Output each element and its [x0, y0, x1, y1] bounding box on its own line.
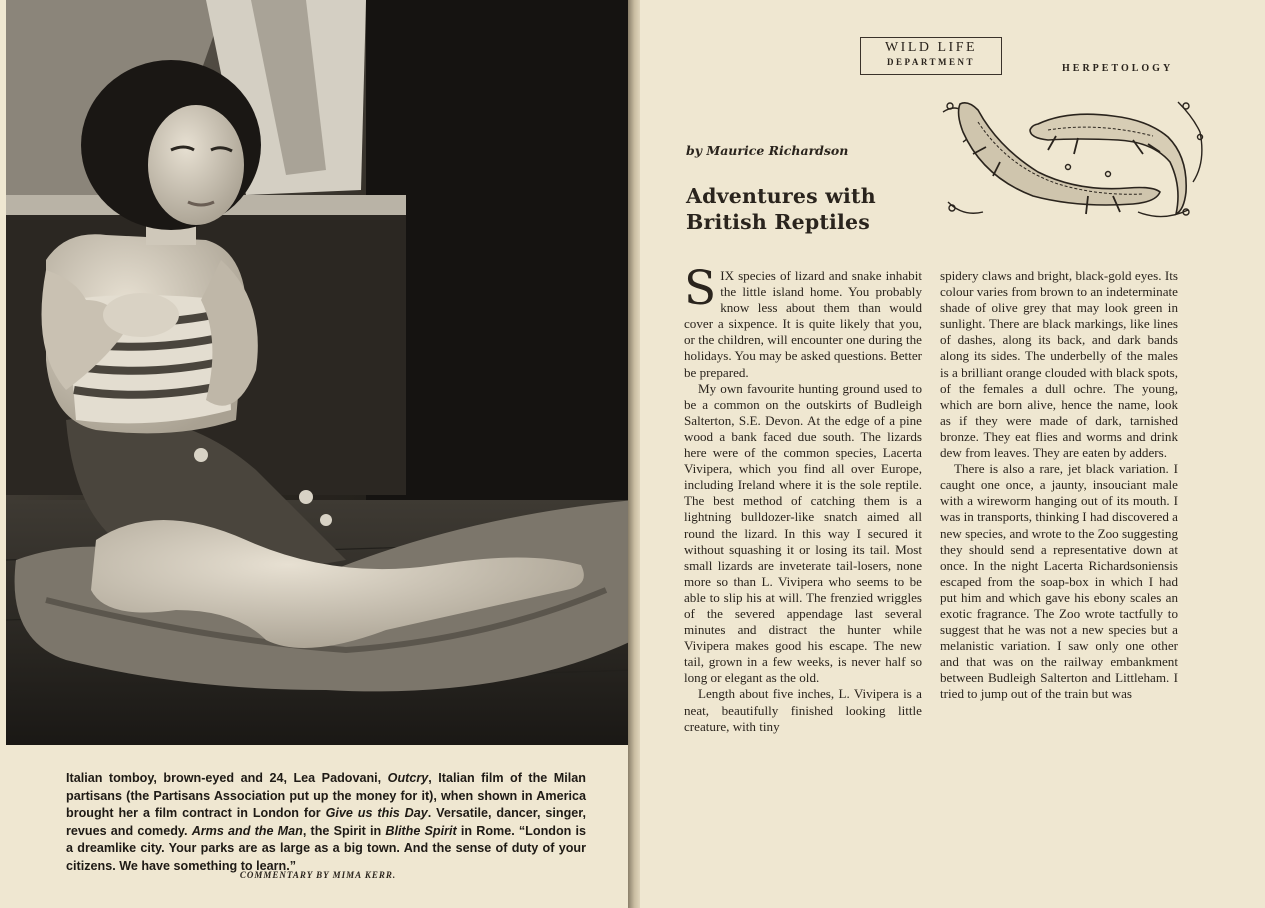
caption-film-title: Outcry: [387, 771, 429, 785]
article-column-2: [940, 268, 1178, 703]
caption-play-title: Blithe Spirit: [385, 823, 457, 838]
department-line1: WILD LIFE: [884, 40, 978, 55]
caption-play-title: Arms and the Man: [191, 823, 303, 838]
article-column-1: [684, 261, 922, 735]
drop-cap: S: [684, 261, 717, 316]
photo-illustration: [6, 0, 634, 745]
section-label: HERPETOLOGY: [1062, 63, 1174, 74]
article-paragraph: There is also a rare, jet black variation. I caught one once, a jaunty, insouciant male with a wireworm hanging out of its mouth. I was in transports, thinking I had discovered a new species, and wrote to the Zoo suggesting they should send a representative down at once. In the night Lacerta Richardsoniensis escaped from the soap-box in which I had put him and which gave his ebony scales an exotic fragrance. The Zoo wrote tactfully to suggest that he was not a new species but a melanistic variation. I saw only one other and that was on the railway embankment between Budleigh Salterton and Littleham. I tried to jump out of the train but was: [940, 461, 1178, 702]
article-paragraph: Length about five inches, L. Vivipera is a neat, beautifully finished looking little creature, with tiny: [684, 686, 922, 734]
photo-caption: Italian tomboy, brown-eyed and 24, Lea Padovani, Outcry, Italian film of the Milan partisans (the Partisans Association put up the money for it), when shown in America brought her a film contract in London for Give us this Day. Versatile, dancer, singer, revues and comedy. Arms and the Man, the Spirit in Blithe Spirit in Rome. “London is a dreamlike city. Your parks are as large as a big town. And the sense of duty of your citizens. We have something to learn.”: [66, 771, 587, 873]
lizards-illustration-icon: [938, 92, 1208, 232]
article-paragraph: SIX species of lizard and snake inhabit the little island home. You probably know less about them than would cover a sixpence. It is quite likely that you, or the children, will encounter one during the holidays. You may be asked questions. Better be prepared.: [684, 261, 922, 380]
article-paragraph: My own favourite hunting ground used to be a common on the outskirts of Budleigh Salterton, S.E. Devon. At the edge of a pine wood a bank faced due south. The lizards here were of the common species, Lacerta Vivipera, which you find all over Europe, including Ireland where it is the sole reptile. The best method of catching them is a lightning bulldozer-like snatch aimed all round the lizard. In this way I secured it without squashing it or losing its tail. Most small lizards are inveterate tail-losers, none more so than L. Vivipera who seems to be able to slip his at will. The frenzied wriggles of the severed appendage last several minutes and distract the hunter while Vivipera makes good his escape. The new tail, grown in a few weeks, is never half so long or elegant as the old.: [684, 380, 922, 686]
actress-photograph: [6, 0, 634, 745]
department-line2: DEPARTMENT: [886, 57, 976, 67]
title-line-1: Adventures with: [686, 184, 876, 208]
department-box: [860, 37, 1002, 75]
title-line-2: British Reptiles: [686, 210, 870, 234]
author-byline: by Maurice Richardson: [686, 143, 849, 158]
commentary-credit: COMMENTARY BY MIMA KERR.: [239, 870, 397, 880]
right-page: [640, 0, 1265, 908]
caption-film-title: Give us this Day: [325, 806, 428, 820]
article-paragraph: spidery claws and bright, black-gold eyes. Its colour varies from brown to an indeterminate shade of olive grey that may look green in sunlight. There are black markings, like lines of dashes, along its back, and dark bands along its sides. The underbelly of the males is a brilliant orange clouded with black spots, of the females a dull ochre. The young, which are born alive, hence the name, look as if they were made of dark, tarnished bronze. They eat flies and worms and drink dew from leaves. They are eaten by adders.: [940, 268, 1178, 461]
article-title: [686, 183, 926, 235]
